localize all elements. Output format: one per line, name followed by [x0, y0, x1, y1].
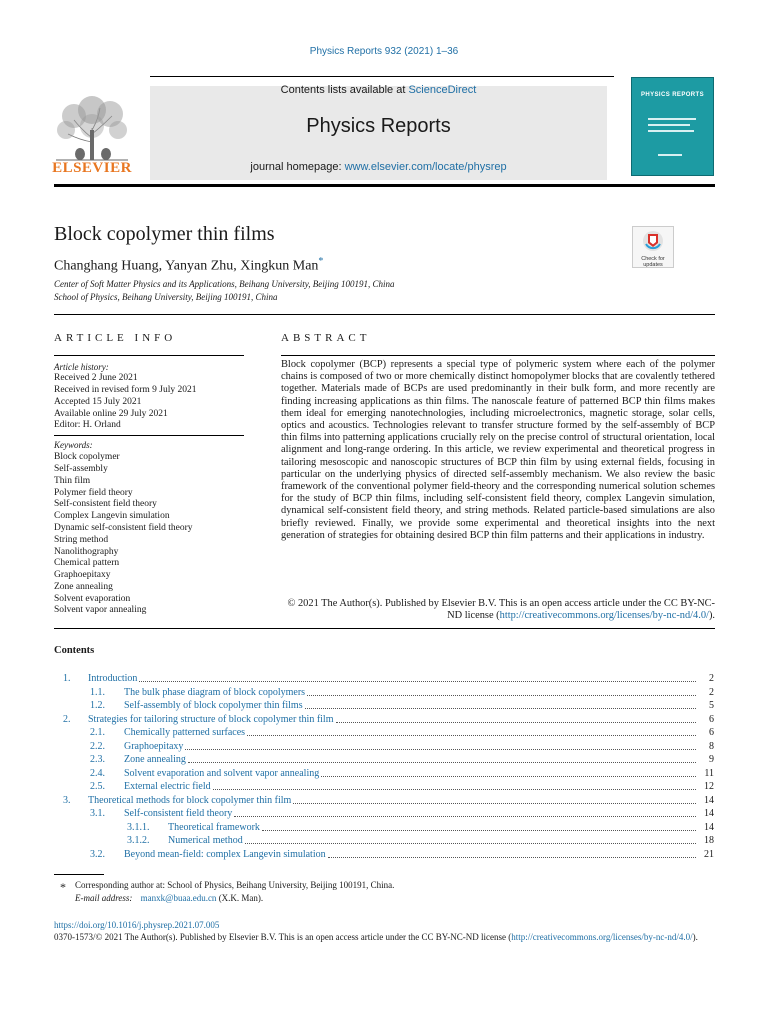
keyword: Dynamic self-consistent field theory — [54, 523, 193, 533]
keyword: Polymer field theory — [54, 488, 133, 498]
toc-entry-number: 3.1. — [90, 808, 105, 819]
abstract-bottom-rule — [54, 628, 715, 629]
contents-heading: Contents — [54, 645, 95, 656]
toc-entry-number: 2.4. — [90, 767, 105, 779]
toc-entry[interactable] — [0, 740, 768, 753]
toc-entry[interactable] — [0, 834, 768, 847]
toc-entry-number: 2. — [63, 713, 71, 725]
keywords-rule — [54, 435, 244, 436]
toc-entry-title[interactable]: Zone annealing — [124, 754, 186, 765]
keyword: Self-assembly — [54, 464, 108, 474]
title-block-rule — [54, 314, 715, 315]
homepage-link[interactable]: www.elsevier.com/locate/physrep — [344, 161, 507, 173]
toc-leader-dots — [185, 740, 696, 750]
toc-entry[interactable] — [0, 807, 768, 820]
toc-entry-title[interactable]: Strategies for tailoring structure of block copolymer thin film — [88, 713, 334, 725]
toc-entry-title[interactable]: Beyond mean-field: complex Langevin simulation — [124, 848, 326, 860]
article-info-heading: ARTICLE INFO — [54, 332, 177, 344]
email-link[interactable]: manxk@buaa.edu.cn — [140, 893, 217, 903]
toc-entry-page: 6 — [709, 713, 714, 725]
keyword: Graphoepitaxy — [54, 570, 111, 580]
keyword: Zone annealing — [54, 582, 113, 592]
abstract-rule — [281, 355, 715, 356]
toc-entry-title[interactable]: Numerical method — [168, 835, 243, 846]
toc-leader-dots — [336, 713, 696, 723]
toc-entry-number: 3.1.1. — [127, 821, 150, 833]
toc-entry-title[interactable]: Theoretical framework — [168, 821, 260, 833]
toc-entry-page: 14 — [704, 821, 714, 833]
toc-entry-title[interactable]: Theoretical methods for block copolymer thin film — [88, 794, 292, 806]
toc-entry-title[interactable]: Chemically patterned surfaces — [124, 727, 246, 738]
keyword: Chemical pattern — [54, 558, 120, 568]
toc-entry-title[interactable]: Self-assembly of block copolymer thin films — [124, 700, 303, 711]
toc-leader-dots — [328, 848, 696, 858]
toc-entry[interactable] — [0, 699, 768, 712]
license-link[interactable]: http://creativecommons.org/licenses/by-nc-nd/4.0/ — [499, 610, 709, 622]
toc-entry-page: 2 — [709, 686, 714, 698]
contents-prefix: Contents lists available at — [280, 84, 406, 96]
toc-leader-dots — [234, 807, 696, 817]
toc-entry-page: 14 — [704, 794, 714, 806]
license-suffix: ). — [708, 610, 715, 622]
toc-entry[interactable] — [0, 821, 768, 834]
contents-availability — [150, 84, 607, 96]
footnote-rule — [54, 874, 104, 875]
header-top-rule — [150, 76, 614, 77]
keyword: Solvent vapor annealing — [54, 605, 147, 615]
toc-entry-number: 2.1. — [90, 727, 105, 738]
toc-entry-page: 8 — [709, 740, 714, 752]
journal-homepage — [150, 161, 607, 173]
toc-entry-number: 2.5. — [90, 781, 105, 792]
toc-leader-dots — [307, 686, 696, 696]
toc-entry-number: 1.1. — [90, 686, 105, 698]
history-item: Editor: H. Orland — [54, 420, 121, 430]
footnote-mark: * — [60, 880, 66, 894]
authors: Changhang Huang, Yanyan Zhu, Xingkun Man — [54, 258, 319, 274]
article-history-label: Article history: — [54, 362, 109, 372]
toc-entry-page: 21 — [704, 848, 714, 860]
toc-entry[interactable] — [0, 780, 768, 793]
history-item: Available online 29 July 2021 — [54, 409, 168, 419]
toc-entry[interactable] — [0, 672, 768, 685]
journal-title: Physics Reports — [306, 115, 451, 137]
toc-leader-dots — [245, 834, 696, 844]
article-info-rule — [54, 355, 244, 356]
header-bottom-rule — [54, 184, 715, 187]
toc-entry-title[interactable]: External electric field — [124, 781, 211, 792]
toc-entry-title[interactable]: Self-consistent field theory — [124, 808, 233, 819]
toc-entry-page: 18 — [704, 835, 714, 846]
toc-entry-number: 3.1.2. — [127, 835, 150, 846]
toc-entry-page: 2 — [709, 673, 714, 684]
journal-reference-link[interactable]: Physics Reports 932 (2021) 1–36 — [309, 46, 459, 57]
toc-entry-page: 6 — [709, 727, 714, 738]
keyword: Solvent evaporation — [54, 594, 131, 604]
corresponding-author-mark[interactable]: * — [318, 256, 324, 267]
toc-entry-number: 3. — [63, 794, 71, 806]
toc-entry-page: 9 — [709, 754, 714, 765]
abstract-license — [281, 598, 715, 622]
copyright-notice — [54, 931, 715, 943]
corresponding-author-note: Corresponding author at: School of Physics, Beihang University, Beijing 100191, China. — [75, 880, 395, 890]
toc-leader-dots — [213, 780, 696, 790]
toc-entry-number: 2.2. — [90, 740, 105, 752]
keyword: Nanolithography — [54, 547, 119, 557]
toc-leader-dots — [293, 794, 696, 804]
keyword: Block copolymer — [54, 452, 120, 462]
toc-leader-dots — [188, 753, 696, 763]
doi-link[interactable]: https://doi.org/10.1016/j.physrep.2021.07.005 — [54, 920, 220, 930]
keyword: String method — [54, 535, 109, 545]
toc-entry-page: 11 — [704, 767, 714, 779]
toc-entry[interactable] — [0, 686, 768, 699]
keyword: Self-consistent field theory — [54, 499, 157, 509]
toc-entry[interactable] — [0, 848, 768, 861]
history-item: Received 2 June 2021 — [54, 373, 138, 383]
toc-entry-title[interactable]: Graphoepitaxy — [124, 740, 184, 752]
toc-entry-number: 3.2. — [90, 848, 105, 860]
toc-entry[interactable] — [0, 753, 768, 766]
affiliation-1: Center of Soft Matter Physics and its Applications, Beihang University, Beijing 100191, China — [54, 279, 395, 289]
toc-entry-page: 14 — [704, 808, 714, 819]
toc-entry-title[interactable]: Solvent evaporation and solvent vapor annealing — [124, 767, 320, 779]
toc-leader-dots — [139, 672, 696, 682]
elsevier-wordmark: ELSEVIER — [52, 160, 132, 176]
email-note — [75, 893, 263, 903]
toc-entry-number: 1.2. — [90, 700, 105, 711]
toc-entry-title[interactable]: The bulk phase diagram of block copolymers — [124, 686, 306, 698]
toc-entry-number: 1. — [63, 673, 71, 684]
toc-entry-page: 12 — [704, 781, 714, 792]
sciencedirect-link[interactable]: ScienceDirect — [408, 84, 477, 96]
author-list — [54, 256, 323, 275]
homepage-prefix: journal homepage: — [250, 161, 342, 173]
toc-entry[interactable] — [0, 767, 768, 780]
copyright-suffix: ). — [692, 932, 698, 942]
toc-entry-number: 2.3. — [90, 754, 105, 765]
history-item: Accepted 15 July 2021 — [54, 397, 142, 407]
abstract-body: Block copolymer (BCP) represents a special type of polymeric system where each of the polymer chains is composed of two or more chemically distinct homopolymer blocks that are covalently tethered together. Materials made of BCPs are used predominantly in their bulk form, and more recently are finding increasing applications as thin films. The nanoscale feature of patterned BCP thin films makes them ideal for emerging nanotechnologies, including microelectronics, magnetic storage, solar cells, optics and acoustics. Technologies relevant to transfer structure formed by the self-assembly of BCP thin films into patterning applications crucially rely on the precise control of structural orientation, local alignment and long-range ordering. In this article, we review experimental and theoretical progress in tailoring mesoscopic and nanoscopic structures of BCP thin film by using external fields, focusing in particular on the underlying physics of directed self-assembly mechanism. We also review the basic framework of the conventional polymer field-theory and the corresponding numerical solution schemes for the study of BCP thin films, including self-consistent field theory, complex Langevin simulation, dynamical self-consistent field theory, and string methods. Related particle-based simulations are also briefly reviewed. Finally, we provide some experimental and theoretical insights into the next generation of strategies for obtaining desired BCP thin film patterns and their applications in industry. — [281, 359, 715, 541]
keywords-label: Keywords: — [54, 440, 93, 450]
email-suffix: (X.K. Man). — [218, 893, 264, 903]
crossmark-icon — [642, 230, 664, 252]
abstract-heading: ABSTRACT — [281, 332, 371, 344]
toc-entry-page: 5 — [709, 700, 714, 711]
keyword: Complex Langevin simulation — [54, 511, 170, 521]
history-item: Received in revised form 9 July 2021 — [54, 385, 197, 395]
keyword: Thin film — [54, 476, 91, 486]
cover-title: PHYSICS REPORTS — [640, 92, 704, 98]
toc-entry[interactable] — [0, 794, 768, 807]
copyright-prefix: 0370-1573/© 2021 The Author(s). Published by Elsevier B.V. This is an open access article under the CC BY-NC-ND license ( — [54, 932, 512, 942]
email-label: E-mail address: — [75, 893, 133, 903]
article-title: Block copolymer thin films — [54, 223, 275, 245]
license-prefix: © 2021 The Author(s). Published by Elsevier B.V. This is an open access article under the CC BY-NC-ND license ( — [287, 598, 715, 622]
check-updates-label: Check for updates — [641, 256, 665, 268]
toc-leader-dots — [321, 767, 696, 777]
check-for-updates-button[interactable] — [632, 226, 674, 268]
affiliation-2: School of Physics, Beihang University, Beijing 100191, China — [54, 292, 278, 302]
toc-entry[interactable] — [0, 726, 768, 739]
cover-text-lines — [648, 114, 696, 160]
toc-entry-title[interactable]: Introduction — [88, 673, 138, 684]
toc-leader-dots — [262, 821, 696, 831]
copyright-license-link[interactable]: http://creativecommons.org/licenses/by-nc-nd/4.0/ — [511, 932, 693, 942]
toc-leader-dots — [247, 726, 696, 736]
toc-leader-dots — [305, 699, 696, 709]
toc-entry[interactable] — [0, 713, 768, 726]
